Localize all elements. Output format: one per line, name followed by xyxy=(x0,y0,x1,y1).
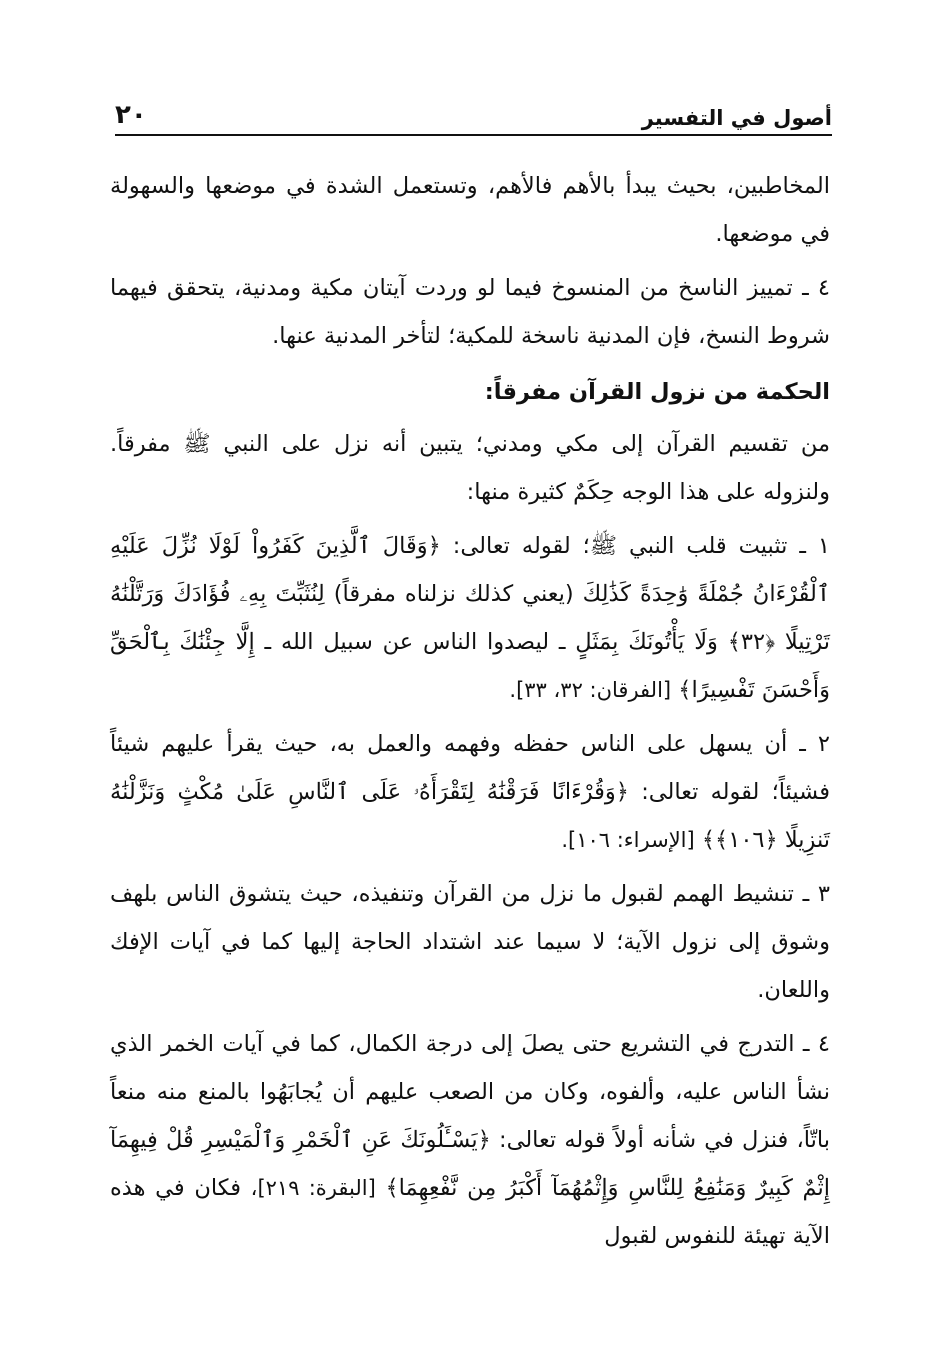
inline-note: (يعني كذلك نزلناه مفرقاً) xyxy=(333,581,574,607)
point-4-lead: ٤ ـ التدرج في التشريع حتى يصلَ إلى درجة الكمال، كما في آيات الخمر الذي نشأ الناس عليه، وألفوه، وكان من الصعب عليهم أن يُجابَهُوا بالمنع منه منعاً باتّاً، فنزل في شأنه أولاً قوله تعالى: xyxy=(110,1031,831,1153)
page-number: ٢٠ xyxy=(115,100,147,130)
quran-verse: إِلَّا جِئْنَٰكَ بِٱلْحَقِّ وَأَحْسَنَ تَفْسِيرًا﴾ xyxy=(110,629,830,703)
verse-reference: [الإسراء: ١٠٦]. xyxy=(561,828,695,852)
point-4-tail: فكان في هذه الآية تهيئة للنفوس لقبول xyxy=(110,1175,830,1249)
quran-verse: لِنُثَبِّتَ بِهِۦ فُؤَادَكَ وَرَتَّلْنَٰهُ تَرْتِيلًا ﴿٣٢﴾ وَلَا يَأْتُونَكَ بِمَثَلٍ xyxy=(110,581,831,655)
inline-note: ـ ليصدوا الناس عن سبيل الله ـ xyxy=(264,629,566,655)
paragraph-point-4-naskh: ٤ ـ تمييز الناسخ من المنسوخ فيما لو وردت آيتان مكية ومدنية، يتحقق فيهما شروط النسخ، فإن المدنية ناسخة للمكية؛ لتأخر المدنية عنها. xyxy=(110,275,830,349)
quran-verse: ﴿يَسْـَٔلُونَكَ عَنِ ٱلْخَمْرِ وَٱلْمَيْسِرِ قُلْ فِيهِمَآ إِثْمٌ كَبِيرٌ وَمَنَٰفِعُ لِلنَّاسِ وَإِثْمُهُمَآ أَكْبَرُ مِن نَّفْعِهِمَا﴾ xyxy=(110,1127,831,1201)
running-header xyxy=(115,90,832,136)
quran-verse: ﴿وَقَالَ ٱلَّذِينَ كَفَرُواْ لَوْلَا نُزِّلَ عَلَيْهِ ٱلْقُرْءَانُ جُمْلَةً وَٰحِدَةً كَذَٰلِكَ xyxy=(110,533,830,607)
quran-verse: ﴿وَقُرْءَانًا فَرَقْنَٰهُ لِتَقْرَأَهُۥ عَلَى ٱلنَّاسِ عَلَىٰ مُكْثٍ وَنَزَّلْنَٰهُ تَنزِيلًا ﴿١٠٦﴾﴾ xyxy=(110,779,830,853)
running-title: أصول في التفسير xyxy=(641,106,832,130)
section-heading: الحكمة من نزول القرآن مفرقاً: xyxy=(484,379,830,405)
paragraph-point-3: ٣ ـ تنشيط الهمم لقبول ما نزل من القرآن وتنفيذه، حيث يتشوق الناس بلهف وشوق إلى نزول الآية؛ لا سيما عند اشتداد الحاجة إليها كما في آيات الإفك واللعان. xyxy=(110,881,830,1003)
paragraph-point-1 xyxy=(110,522,830,714)
point-1-lead: ١ ـ تثبيت قلب النبي ﷺ؛ لقوله تعالى: xyxy=(452,533,830,559)
paragraph-point-2 xyxy=(110,720,830,864)
verse-reference: [البقرة: ٢١٩]، xyxy=(250,1176,376,1200)
paragraph-point-4-gradual xyxy=(110,1020,830,1260)
point-2-lead: ٢ ـ أن يسهل على الناس حفظه وفهمه والعمل به، حيث يقرأ عليهم شيئاً فشيئاً؛ لقوله تعالى: xyxy=(110,731,831,805)
body-text xyxy=(110,162,830,1266)
paragraph-intro: من تقسيم القرآن إلى مكي ومدني؛ يتبين أنه نزل على النبي ﷺ مفرقاً. ولنزوله على هذا الوجه حِكَمٌ كثيرة منها: xyxy=(110,431,830,505)
paragraph-continuation: المخاطبين، بحيث يبدأ بالأهم فالأهم، وتستعمل الشدة في موضعها والسهولة في موضعها. xyxy=(110,173,830,247)
verse-reference: [الفرقان: ٣٢، ٣٣]. xyxy=(509,678,672,702)
